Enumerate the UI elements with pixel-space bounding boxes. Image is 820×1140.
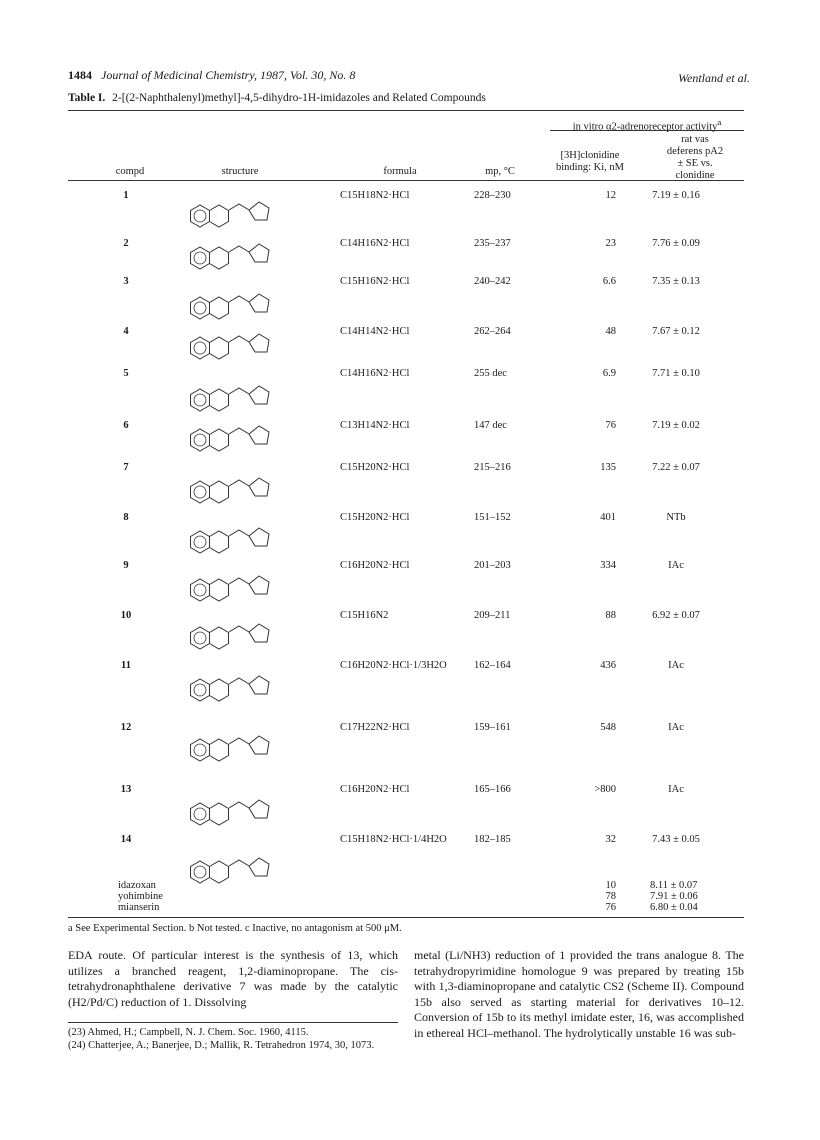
table-caption: 2-[(2-Naphthalenyl)methyl]-4,5-dihydro-1H-imidazoles and Related Compounds [112, 92, 486, 104]
molecular-formula: C14H14N2·HCl [340, 326, 410, 337]
compound-number: 9 [123, 560, 129, 571]
chemical-structure [185, 462, 285, 512]
molecular-formula: C14H16N2·HCl [340, 368, 410, 379]
molecular-formula: C15H18N2·HCl [340, 190, 410, 201]
binding-ki: 6.6 [602, 276, 616, 287]
molecular-formula: C13H14N2·HCl [340, 420, 410, 431]
table-title [68, 92, 486, 104]
chemical-structure [185, 560, 285, 610]
table-footnote: a See Experimental Section. b Not tested. c Inactive, no antagonism at 500 μM. [68, 923, 402, 934]
binding-ki: 23 [605, 238, 616, 249]
compound-number: 11 [121, 660, 131, 671]
compound-number: 8 [123, 512, 129, 523]
body-text-left: EDA route. Of particular interest is the synthesis of 13, which utilizes a branched reagent, 1,2-diaminopropane. The cis-tetrahydronaphthalene derivative 7 was made by the catalytic (H2/Pd/C) reduction of 1. Dissolving [68, 948, 398, 1009]
molecular-formula: C16H20N2·HCl [340, 560, 410, 571]
group-header: in vitro α2-adrenoreceptor activity$^a$ [572, 117, 722, 133]
compound-number: 10 [120, 610, 132, 621]
chemical-structure [185, 784, 285, 834]
binding-ki: 48 [605, 326, 616, 337]
pa2-value: 7.76 ± 0.09 [652, 238, 700, 249]
authors: Wentland et al. [678, 71, 750, 85]
col-mp: mp, °C [485, 166, 515, 177]
body-text-right: metal (Li/NH3) reduction of 1 provided the trans analogue 8. The tetrahydropyrimidine homologue 9 was prepared by treating 15b with 1,3-diaminopropane and catalytic CS2 (Scheme II). Compound 15b also served as starting material for derivatives 10–12. Conversion of 15b to its methyl imidate ester, 16, was accomplished in ethereal HCl–methanol. The hydrolytically unstable 16 was sub- [414, 948, 744, 1040]
journal-citation: Journal of Medicinal Chemistry, 1987, Vol. 30, No. 8 [101, 68, 356, 82]
reference-compound-ki: 10 [605, 880, 616, 891]
binding-ki: 88 [605, 610, 616, 621]
chemical-structure [185, 660, 285, 710]
molecular-formula: C17H22N2·HCl [340, 722, 410, 733]
molecular-formula: C15H18N2·HCl·1/4H2O [340, 834, 447, 845]
pa2-value: IAc [668, 660, 684, 671]
melting-point: 159–161 [474, 722, 511, 733]
pa2-value: 7.67 ± 0.12 [652, 326, 700, 337]
reference-compound-name: idazoxan [118, 880, 156, 891]
pa2-value: 7.43 ± 0.05 [652, 834, 700, 845]
pa2-value: 7.22 ± 0.07 [652, 462, 700, 473]
reference-compound-pa2: 8.11 ± 0.07 [650, 880, 698, 891]
col-pa2: rat vas deferens pA2 ± SE vs. clonidine [666, 134, 724, 181]
reference-compound-pa2: 7.91 ± 0.06 [650, 891, 698, 902]
reference-24: (24) Chatterjee, A.; Banerjee, D.; Mallik, R. Tetrahedron 1974, 30, 1073. [68, 1040, 375, 1051]
reference-23: (23) Ahmed, H.; Campbell, N. J. Chem. Soc. 1960, 4115. [68, 1027, 309, 1038]
reference-compound-ki: 78 [605, 891, 616, 902]
molecular-formula: C16H20N2·HCl·1/3H2O [340, 660, 447, 671]
compound-number: 5 [123, 368, 129, 379]
chemical-structure [185, 228, 285, 278]
table-label: Table I. [68, 92, 106, 104]
binding-ki: 436 [600, 660, 616, 671]
melting-point: 147 dec [474, 420, 507, 431]
pa2-value: 7.35 ± 0.13 [652, 276, 700, 287]
molecular-formula: C15H16N2 [340, 610, 389, 621]
compound-number: 4 [123, 326, 129, 337]
reference-compound-pa2: 6.80 ± 0.04 [650, 902, 698, 913]
binding-ki: 12 [605, 190, 616, 201]
binding-ki: 334 [600, 560, 616, 571]
chemical-structure [185, 512, 285, 562]
binding-ki: 548 [600, 722, 616, 733]
reference-compound-name: yohimbine [118, 891, 163, 902]
references [68, 1026, 398, 1052]
chemical-structure [185, 608, 285, 658]
molecular-formula: C15H20N2·HCl [340, 512, 410, 523]
pa2-value: 7.71 ± 0.10 [652, 368, 700, 379]
chemical-structure [185, 720, 285, 770]
compound-number: 7 [123, 462, 129, 473]
references-rule [68, 1022, 398, 1023]
reference-compound-ki: 76 [605, 902, 616, 913]
table-top-rule [68, 110, 744, 111]
pa2-value: NTb [666, 512, 686, 523]
melting-point: 215–216 [474, 462, 511, 473]
compound-number: 1 [123, 190, 129, 201]
pa2-value: 6.92 ± 0.07 [652, 610, 700, 621]
binding-ki: 401 [600, 512, 616, 523]
compound-number: 2 [123, 238, 129, 249]
col-compd: compd [115, 166, 145, 177]
binding-ki: 135 [600, 462, 616, 473]
binding-ki: 32 [605, 834, 616, 845]
pa2-value: IAc [668, 784, 684, 795]
pa2-value: IAc [668, 722, 684, 733]
melting-point: 235–237 [474, 238, 511, 249]
page-number: 1484 [68, 68, 92, 82]
molecular-formula: C16H20N2·HCl [340, 784, 410, 795]
chemical-structure [185, 318, 285, 368]
compound-number: 13 [120, 784, 132, 795]
pa2-value: IAc [668, 560, 684, 571]
melting-point: 255 dec [474, 368, 507, 379]
table-bottom-rule [68, 917, 744, 918]
pa2-value: 7.19 ± 0.02 [652, 420, 700, 431]
compound-number: 3 [123, 276, 129, 287]
molecular-formula: C15H20N2·HCl [340, 462, 410, 473]
melting-point: 262–264 [474, 326, 511, 337]
molecular-formula: C14H16N2·HCl [340, 238, 410, 249]
col-binding: [3H]clonidine binding: Ki, nM [556, 150, 624, 173]
compound-number: 6 [123, 420, 129, 431]
col-structure: structure [221, 166, 259, 177]
binding-ki: 76 [605, 420, 616, 431]
reference-compound-name: mianserin [118, 902, 160, 913]
pa2-value: 7.19 ± 0.16 [652, 190, 700, 201]
melting-point: 201–203 [474, 560, 511, 571]
melting-point: 209–211 [474, 610, 511, 621]
col-formula: formula [383, 166, 417, 177]
melting-point: 228–230 [474, 190, 511, 201]
molecular-formula: C15H16N2·HCl [340, 276, 410, 287]
column-header-rule [68, 180, 744, 181]
chemical-structure [185, 842, 285, 892]
running-header [68, 68, 355, 83]
binding-ki: 6.9 [602, 368, 616, 379]
melting-point: 165–166 [474, 784, 511, 795]
melting-point: 240–242 [474, 276, 511, 287]
melting-point: 151–152 [474, 512, 511, 523]
binding-ki: >800 [594, 784, 616, 795]
melting-point: 182–185 [474, 834, 511, 845]
compound-number: 14 [120, 834, 132, 845]
compound-number: 12 [120, 722, 132, 733]
melting-point: 162–164 [474, 660, 511, 671]
chemical-structure [185, 410, 285, 460]
